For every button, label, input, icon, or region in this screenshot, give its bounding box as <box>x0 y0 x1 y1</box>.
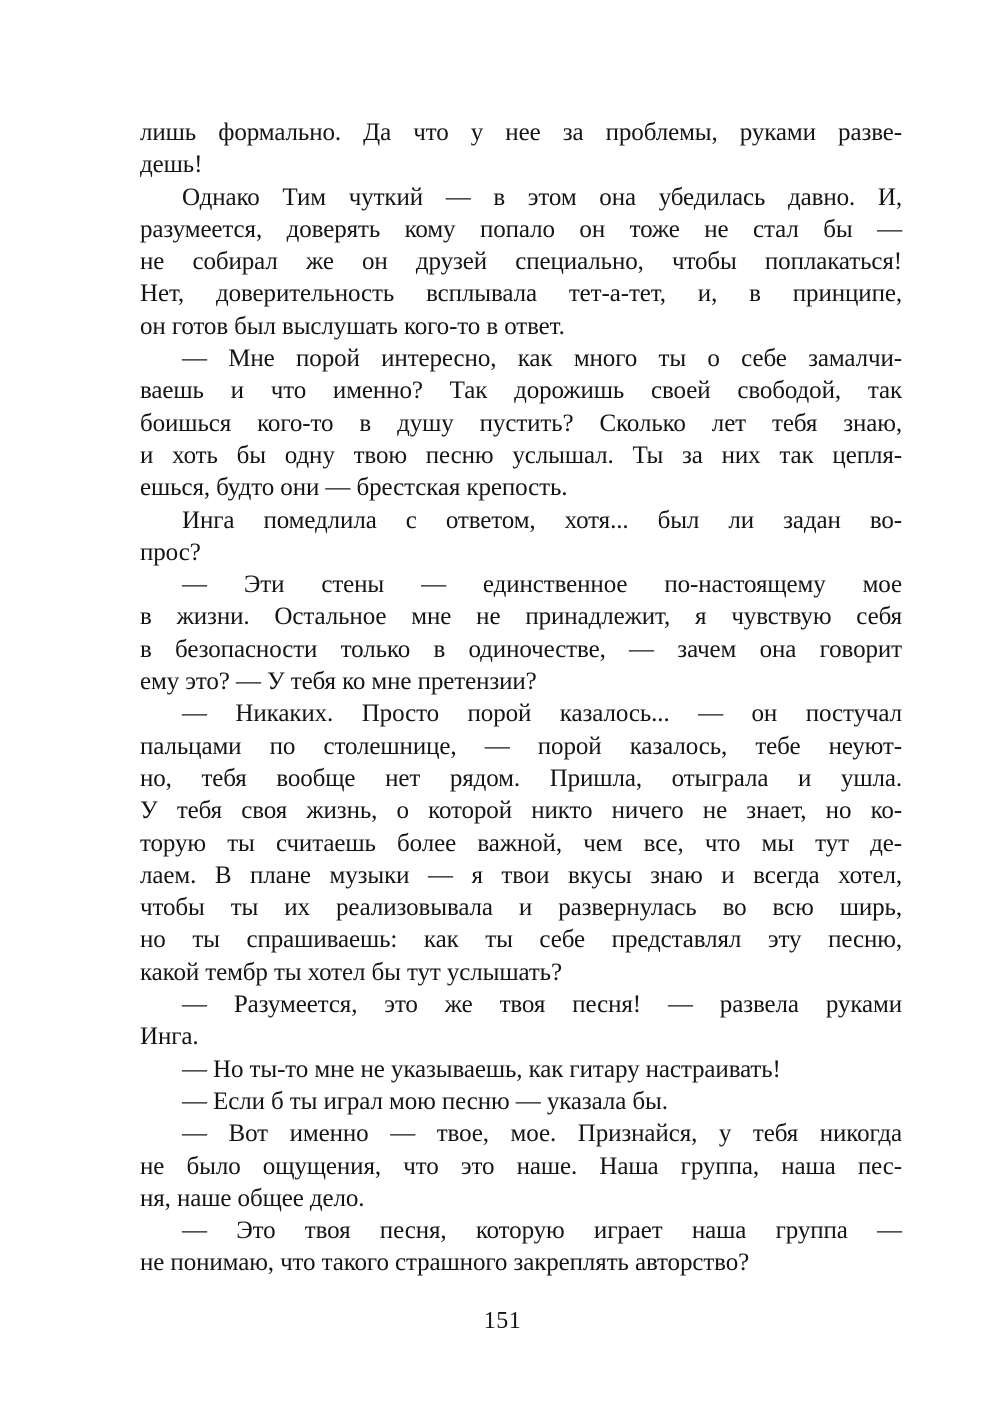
text-line: Инга помедлила с ответом, хотя... был ли задан во- <box>182 506 902 534</box>
text-line: он готов был выслушать кого-то в ответ. <box>140 312 565 340</box>
text-line: Инга. <box>140 1023 199 1051</box>
text-line: разумеется, доверять кому попало он тоже не стал бы — <box>140 215 902 243</box>
text-line: пальцами по столешнице, — порой казалось, тебе неуют- <box>140 732 902 760</box>
text-line: Однако Тим чуткий — в этом она убедилась давно. И, <box>182 183 902 211</box>
paragraph <box>140 1118 902 1215</box>
text-line: — Разумеется, это же твоя песня! — развела руками <box>182 991 902 1019</box>
text-line: лаем. В плане музыки — я твои вкусы знаю и всегда хотел, <box>140 861 902 889</box>
text-line: ешься, будто они — брестская крепость. <box>140 474 568 502</box>
text-line: — Эти стены — единственное по-настоящему мое <box>182 571 902 599</box>
text-line: в безопасности только в одиночестве, — зачем она говорит <box>140 635 902 663</box>
paragraph <box>140 117 902 182</box>
text-line: но ты спрашиваешь: как ты себе представлял эту песню, <box>140 926 902 954</box>
page-text <box>140 117 902 1280</box>
text-line: не понимаю, что такого страшного закреплять авторство? <box>140 1249 750 1277</box>
paragraph <box>140 569 902 698</box>
text-line: — Никаких. Просто порой казалось... — он постучал <box>182 700 902 728</box>
text-line: — Это твоя песня, которую играет наша группа — <box>182 1217 902 1245</box>
paragraph <box>140 989 902 1054</box>
text-line: не было ощущения, что это наше. Наша группа, наша пес- <box>140 1152 902 1180</box>
paragraph <box>140 505 902 570</box>
text-line: ня, наше общее дело. <box>140 1184 365 1212</box>
page-number: 151 <box>483 1308 522 1334</box>
text-line: прос? <box>140 538 201 566</box>
text-line: — Мне порой интересно, как много ты о себе замалчи- <box>182 345 902 373</box>
text-line: чтобы ты их реализовывала и развернулась во всю ширь, <box>140 894 902 922</box>
text-line: — Но ты-то мне не указываешь, как гитару настраивать! <box>182 1055 781 1083</box>
text-line: торую ты считаешь более важной, чем все, что мы тут де- <box>140 829 902 857</box>
text-line: У тебя своя жизнь, о которой никто ничего не знает, но ко- <box>140 797 902 825</box>
text-line: ему это? — У тебя ко мне претензии? <box>140 668 537 696</box>
text-line: не собирал же он друзей специально, чтобы поплакаться! <box>140 248 902 276</box>
paragraph <box>140 1086 902 1118</box>
text-line: боишься кого-то в душу пустить? Сколько лет тебя знаю, <box>140 409 902 437</box>
text-line: какой тембр ты хотел бы тут услышать? <box>140 958 562 986</box>
text-line: и хоть бы одну твою песню услышал. Ты за них так цепля- <box>140 441 902 469</box>
text-line: лишь формально. Да что у нее за проблемы, руками разве- <box>140 119 902 146</box>
paragraph <box>140 698 902 989</box>
text-line: в жизни. Остальное мне не принадлежит, я чувствую себя <box>140 603 902 631</box>
paragraph <box>140 1215 902 1280</box>
paragraph <box>140 1054 902 1086</box>
paragraph <box>140 182 902 343</box>
text-line: — Вот именно — твое, мое. Признайся, у тебя никогда <box>182 1120 902 1148</box>
text-line: но, тебя вообще нет рядом. Пришла, отыграла и ушла. <box>140 764 902 792</box>
text-line: Нет, доверительность всплывала тет-а-тет, и, в принципе, <box>140 280 902 308</box>
text-line: дешь! <box>140 151 203 179</box>
text-line: — Если б ты играл мою песню — указала бы. <box>182 1087 668 1115</box>
text-line: ваешь и что именно? Так дорожишь своей свободой, так <box>140 377 902 405</box>
paragraph <box>140 343 902 504</box>
